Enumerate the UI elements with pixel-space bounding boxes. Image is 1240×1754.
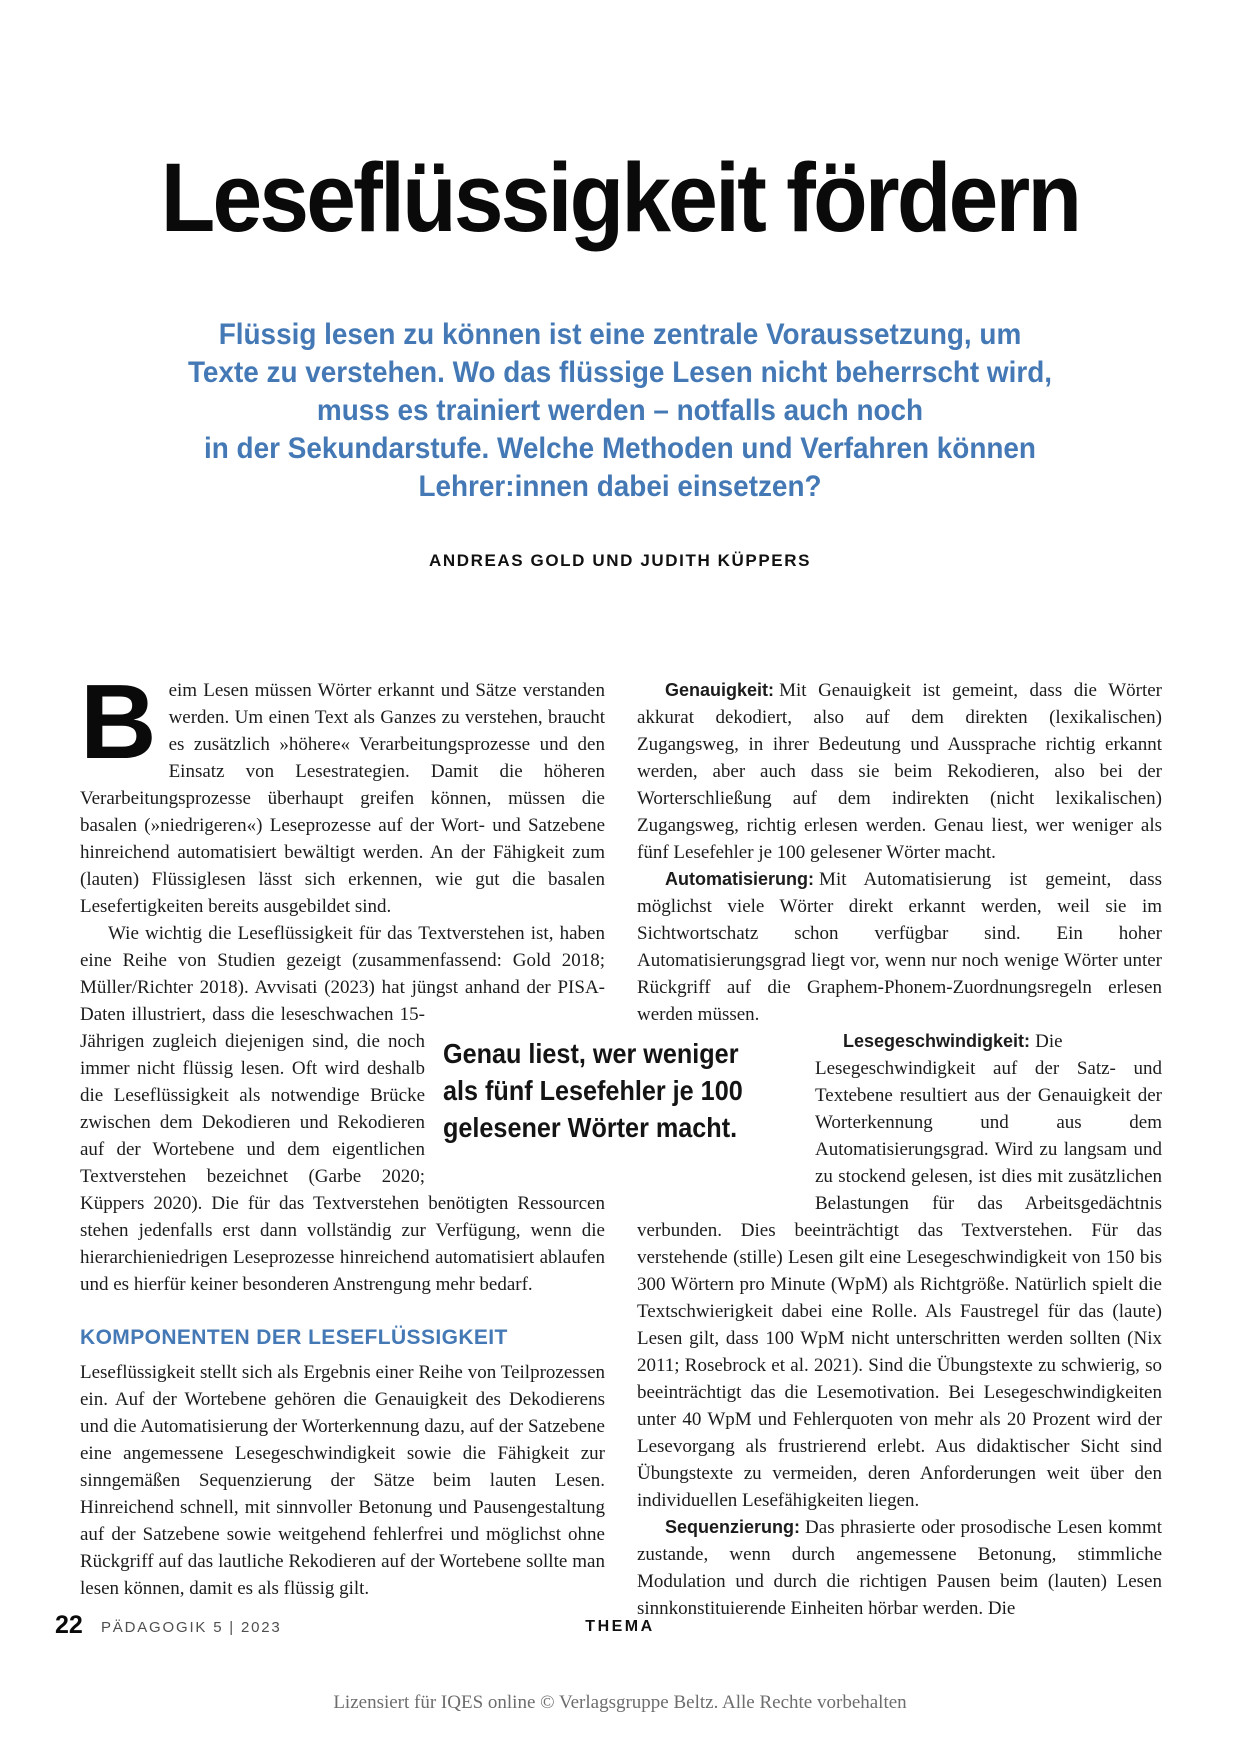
license-notice: Lizensiert für IQES online © Verlagsgruppe Beltz. Alle Rechte vorbehalten xyxy=(333,1692,907,1713)
paragraph xyxy=(637,866,1162,1028)
paragraph-text: Mit Automatisierung ist gemeint, dass möglichst viele Wörter direkt erkannt werden, weil sie im Sichtwortschatz schon verfügbar sind. Ein hoher Automatisierungsgrad liegt vor, wenn nur noch wenige Wörter unter Rückgriff auf die Graphem-Phonem-Zuordnungsregeln erlesen werden müssen. xyxy=(637,869,1162,1025)
paragraph-text: Das phrasierte oder prosodische Lesen kommt zustande, wenn durch angemessene Betonung, stimmliche Modulation und durch die richtigen Pausen beim (lauten) Lesen sinnkonstituierende Einheiten hörbar werden. Die xyxy=(637,1517,1162,1619)
pull-quote-line: Genau liest, wer weniger xyxy=(443,1038,739,1069)
paragraph xyxy=(637,677,1162,866)
drop-cap: B xyxy=(80,677,157,781)
page-number: 22 xyxy=(55,1611,83,1639)
standfirst-line: muss es trainiert werden – notfalls auch noch xyxy=(316,394,924,427)
paragraph-text: Die Lesegeschwindigkeit auf der Satz- und Textebene resultiert aus der Genauigkeit der Worterkennung und aus dem Automatisierungsgrad. Wird zu langsam und zu stockend gelesen, ist dies mit zusätzlichen Belastungen für das Arbeitsgedächtnis verbunden. Dies beeinträchtigt das Textverstehen. Für das verstehende (stille) Lesen gilt eine Lesegeschwindigkeit von 150 bis 300 Wörtern pro Minute (WpM) als Richtgröße. Natürlich spielt die Textschwierigkeit dabei eine Rolle. Als Faustregel für das (laute) Lesen gilt, dass 100 WpM nicht unterschritten werden sollten (Nix 2011; Rosebrock et al. 2021). Sind die Übungstexte zu schwierig, so beeinträchtigt das die Lesemotivation. Bei Lesegeschwindigkeiten unter 40 WpM und Fehlerquoten von mehr als 20 Prozent wird der Lesevorgang als frustrierend erlebt. Aus didaktischer Sicht sind Übungstexte zu vermeiden, deren Anforderungen weit über den individuellen Lesefähigkeiten liegen. xyxy=(637,1031,1162,1511)
journal-name: PÄDAGOGIK 5 | 2023 xyxy=(101,1619,282,1636)
paragraph xyxy=(80,1359,605,1602)
paragraph-text: eim Lesen müssen Wörter erkannt und Sätze verstanden werden. Um einen Text als Ganzes zu verstehen, braucht es zusätzlich »höhere« Verarbeitungsprozesse und den Einsatz von Lesestrategien. Damit die höheren Verarbeitungsprozesse überhaupt greifen können, müssen die basalen (»niedrigeren«) Leseprozesse auf der Wort- und Satzebene hinreichend automatisiert bewältigt werden. An der Fähigkeit zum (lauten) Flüssiglesen lässt sich erkennen, wie gut die basalen Lesefertigkeiten bereits ausgebildet sind. xyxy=(80,680,605,917)
pull-quote xyxy=(443,1035,767,1146)
article-standfirst xyxy=(43,316,1196,506)
paragraph-text: Mit Genauigkeit ist gemeint, dass die Wörter akkurat dekodiert, also auf dem direkten (lexikalischen) Zugangsweg, in ihrer Bedeutung und Aussprache richtig erkannt werden, aber auch dass sie beim Rekodieren, also bei der Worterschließung auf dem indirekten (nicht lexikalischen) Zugangsweg, richtig erlesen werden. Genau liest, wer weniger als fünf Lesefehler je 100 gelesener Wörter macht. xyxy=(637,680,1162,863)
standfirst-line: Lehrer:innen dabei einsetzen? xyxy=(418,470,822,503)
paragraph-lead: Genauigkeit: xyxy=(665,680,775,700)
paragraph-lead: Sequenzierung: xyxy=(665,1517,801,1537)
byline: ANDREAS GOLD UND JUDITH KÜPPERS xyxy=(428,551,812,570)
paragraph-lead: Automatisierung: xyxy=(665,869,815,889)
article-column-right xyxy=(637,677,1162,1637)
article-column-left xyxy=(80,677,605,1637)
section-heading: KOMPONENTEN DER LESEFLÜSSIGKEIT xyxy=(80,1326,508,1349)
paragraph-text: 15-Jährigen zugleich diejenigen sind, die noch immer nicht flüssig lesen. Oft wird deshalb die Leseflüssigkeit als notwendige Brücke zwischen dem Dekodieren und Rekodieren auf der Wortebene und dem eigentlichen Textverstehen bezeichnet (Garbe 2020; Küppers 2020). Die für das Textverstehen benötigten Ressourcen stehen jedenfalls erst dann vollständig zur Verfügung, wenn die hierarchieniedrigen Leseprozesse hinreichend automatisiert ablaufen und es hierfür keiner besonderen Anstrengung mehr bedarf. xyxy=(80,1004,605,1295)
standfirst-line: in der Sekundarstufe. Welche Methoden und Verfahren können xyxy=(203,432,1036,465)
paragraph-text: Leseflüssigkeit stellt sich als Ergebnis einer Reihe von Teilprozessen ein. Auf der Wortebene gehören die Genauigkeit des Dekodierens und die Automatisierung der Worterkennung dazu, auf der Satzebene eine angemessene Lesegeschwindigkeit sowie die Fähigkeit zur sinngemäßen Sequenzierung der Sätze beim lauten Lesen. Hinreichend schnell, mit sinnvoller Betonung und Pausengestaltung auf der Satzebene sowie weitgehend fehlerfrei und möglichst ohne Rückgriff auf das lautliche Rekodieren auf der Wortebene sollte man lesen können, damit es als flüssig gilt. xyxy=(80,1362,605,1599)
paragraph xyxy=(637,1514,1162,1622)
section-label: THEMA xyxy=(585,1618,655,1635)
page-title: Leseflüssigkeit fördern xyxy=(160,143,1080,252)
pull-quote-line: gelesener Wörter macht. xyxy=(443,1112,738,1143)
pull-quote-line: als fünf Lesefehler je 100 xyxy=(443,1075,743,1106)
paragraph-intro xyxy=(80,677,605,920)
paragraph-text: Wie wichtig die Leseflüssigkeit für das Textverstehen ist, haben eine Reihe von Studien gezeigt (zusammenfassend: Gold 2018; Müller/Richter 2018). Avvisati (2023) hat jüngst anhand der PISA-Daten illustriert, dass die leseschwachen xyxy=(80,923,605,1025)
standfirst-line: Texte zu verstehen. Wo das flüssige Lesen nicht beherrscht wird, xyxy=(187,356,1053,389)
paragraph-lead: Lesegeschwindigkeit: xyxy=(843,1031,1031,1051)
standfirst-line: Flüssig lesen zu können ist eine zentrale Voraussetzung, um xyxy=(218,318,1022,351)
